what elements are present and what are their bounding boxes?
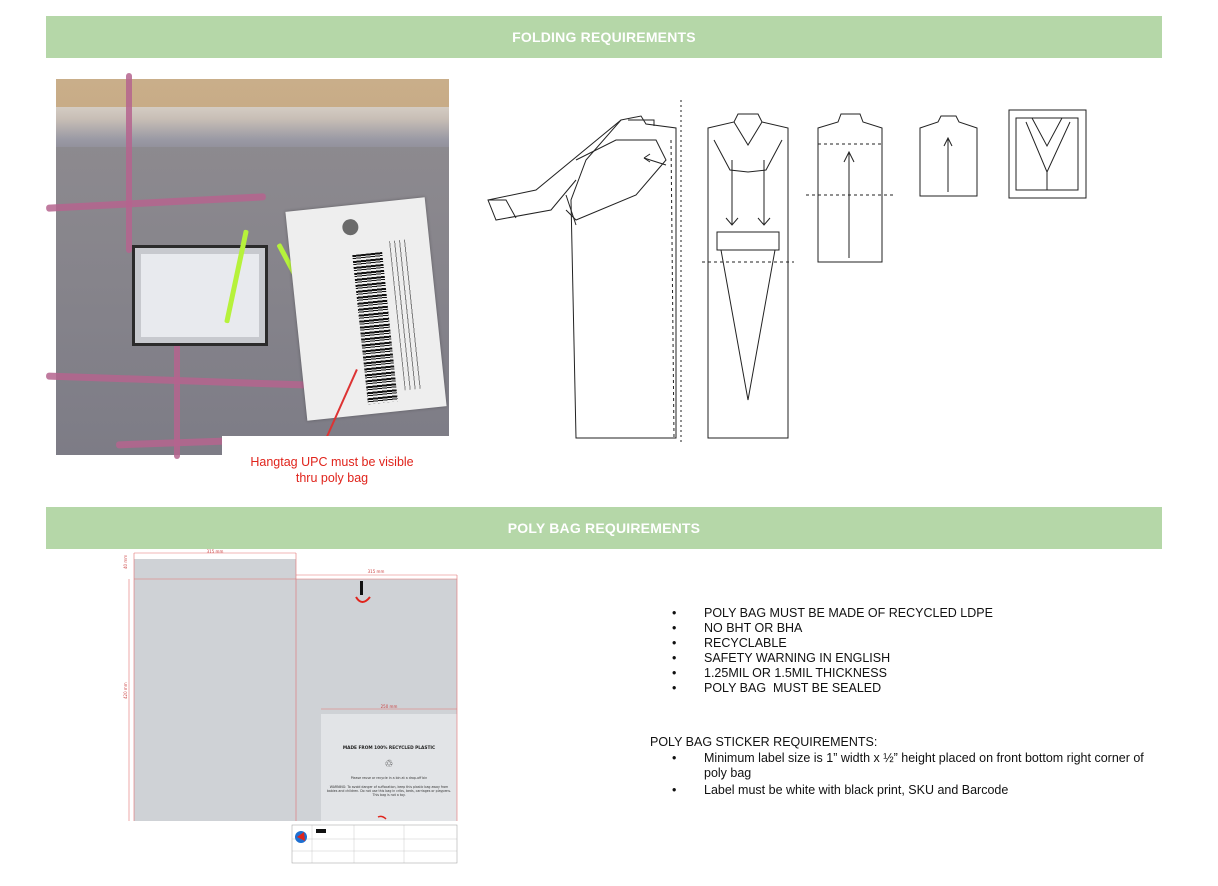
label-line: Please reuse or recycle in a bin at a drop-off bin (350, 776, 428, 780)
poly-bag-requirements-header: POLY BAG REQUIREMENTS (46, 507, 1162, 549)
fabric-stripe (126, 73, 132, 253)
sticker-requirements-title: POLY BAG STICKER REQUIREMENTS: (650, 735, 878, 749)
folding-diagram (476, 100, 1136, 445)
warning-text: WARNING: To avoid danger of suffocation, keep this plastic bag away from babies and children. Do not use this bag in cribs, beds, carriages or playpens. This bag is not a toy. (326, 785, 452, 797)
hanger-slot (360, 581, 363, 595)
fold-step-3 (806, 114, 896, 262)
fold-step-5-finished (1009, 110, 1086, 198)
fold-step-1 (488, 100, 681, 445)
dim-label: 250 mm (380, 704, 398, 709)
poly-bag-requirements-list (672, 606, 993, 696)
garment-photo (56, 79, 449, 455)
dim-flap: 40 mm (123, 554, 128, 569)
dim-top-right: 315 mm (367, 569, 385, 574)
warning-text-box (324, 785, 454, 819)
sticker-requirements-list (672, 751, 1152, 800)
folding-requirements-header: FOLDING REQUIREMENTS (46, 16, 1162, 58)
poly-bag-seal (56, 107, 449, 147)
caption-line: Hangtag UPC must be visible (250, 455, 414, 469)
fold-step-2 (702, 114, 794, 438)
barcode-graphic (352, 252, 398, 404)
list-item: • SAFETY WARNING IN ENGLISH (672, 651, 993, 666)
fabric-stripe (46, 193, 266, 212)
list-item: • POLY BAG MUST BE MADE OF RECYCLED LDPE (672, 606, 993, 621)
recycle-icon: ♲ (384, 759, 394, 770)
fabric-stripe (174, 339, 180, 459)
bag-flap-panel (134, 559, 296, 821)
hangtag-caption (222, 454, 442, 486)
list-item: • 1.25MIL OR 1.5MIL THICKNESS (672, 666, 993, 681)
dim-side: 420 mm (123, 682, 128, 699)
caption-line: thru poly bag (295, 471, 369, 485)
list-item: • RECYCLABLE (672, 636, 993, 651)
dim-top-left: 315 mm (206, 549, 224, 554)
label-title: MADE FROM 100% RECYCLED PLASTIC (342, 746, 436, 751)
hangtag-hole (342, 218, 360, 236)
list-item: • Label must be white with black print, SKU and Barcode (672, 783, 1152, 798)
hangtag (285, 197, 446, 420)
poly-bag-drawing (124, 549, 461, 867)
label-window (132, 245, 268, 346)
title-block (292, 825, 457, 863)
list-item: • Minimum label size is 1” width x ½” height placed on front bottom right corner of poly bag (672, 751, 1152, 781)
list-item: • NO BHT OR BHA (672, 621, 993, 636)
fold-step-4 (920, 116, 977, 196)
list-item: • POLY BAG MUST BE SEALED (672, 681, 993, 696)
caption-background (222, 436, 449, 455)
